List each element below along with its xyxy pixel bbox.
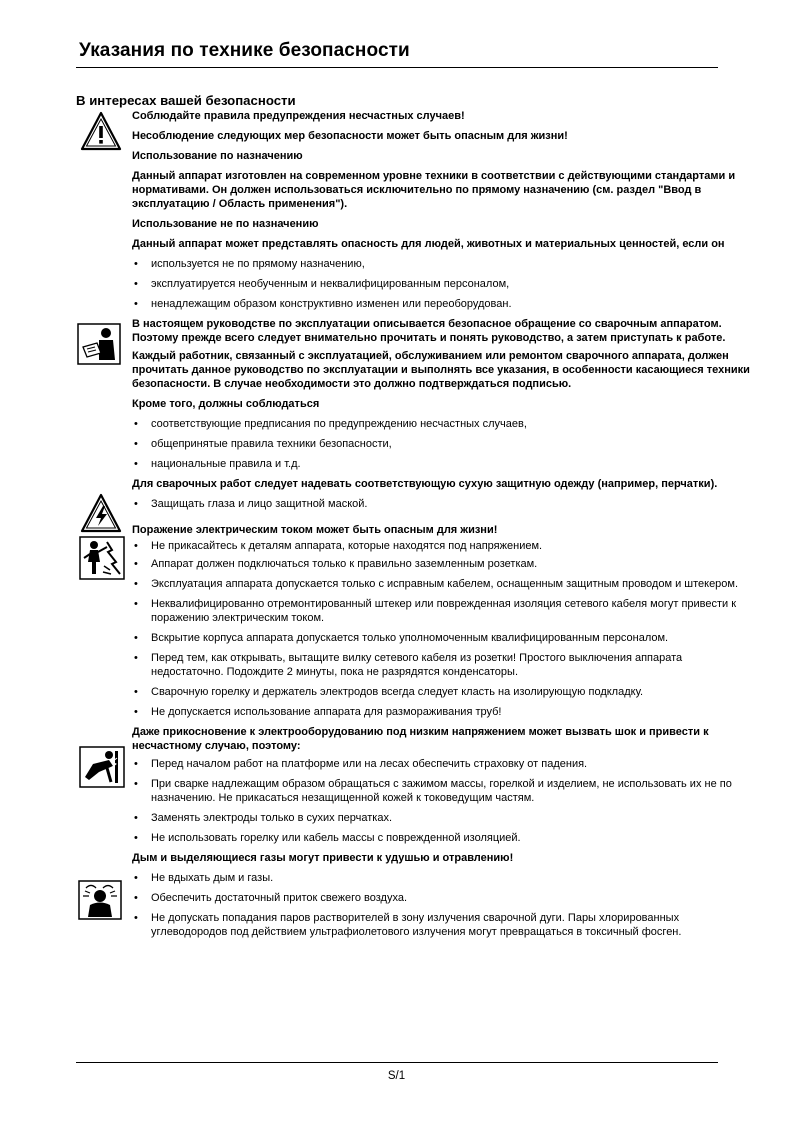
- list-item: • общепринятые правила техники безопасности,: [132, 437, 750, 451]
- improper-use-heading: Использование не по назначению: [132, 218, 319, 230]
- warning-triangle-icon: [80, 111, 122, 156]
- clothing-text: Для сварочных работ следует надевать соответствующую сухую защитную одежду (например, перчатки).: [132, 478, 718, 490]
- list-item: • Сварочную горелку и держатель электродов всегда следует класть на изолирующую подкладку.: [132, 685, 750, 699]
- high-voltage-icon: [80, 493, 122, 538]
- list-item: • эксплуатируется необученным и неквалифицированным персоналом,: [132, 277, 750, 291]
- proper-use-text: Данный аппарат изготовлен на современном уровне техники в соответствии с действующими стандартами и нормативами. Он должен использоваться исключительно по прямому назначению (см. раздел "Ввод в эксплуатацию / Область применения").: [132, 170, 736, 210]
- manual-text: В настоящем руководстве по эксплуатации описывается безопасное обращение со сварочным аппаратом. Поэтому прежде всего следует внимательно прочитать и понять руководство, а затем приступать к работе.: [132, 318, 726, 344]
- page-number: S/1: [387, 1070, 406, 1082]
- list-item: • Защищать глаза и лицо защитной маской.: [132, 497, 750, 511]
- list-item: • Обеспечить достаточный приток свежего воздуха.: [132, 891, 750, 905]
- page-title: Указания по технике безопасности: [79, 40, 410, 61]
- section-title: В интересах вашей безопасности: [76, 93, 296, 108]
- list-item: • Не допускать попадания паров растворителей в зону излучения сварочной дуги. Пары хлорированных углеводородов под действием ультрафиолетового излучения могут превращаться в токсичный фосген.: [132, 911, 750, 939]
- fumes-heading: Дым и выделяющиеся газы могут привести к удушью и отравлению!: [132, 852, 514, 864]
- safety-content: [132, 109, 750, 945]
- list-item: • При сварке надлежащим образом обращаться с зажимом массы, горелкой и изделием, не использовать их не по назначению. Не прикасаться незащищенной кожей к токоведущим частям.: [132, 777, 750, 805]
- list-item: • национальные правила и т.д.: [132, 457, 750, 471]
- toxic-fumes-icon: [78, 880, 122, 925]
- worker-text: Каждый работник, связанный с эксплуатацией, обслуживанием или ремонтом сварочного аппарата, должен прочитать данное руководство по эксплуатации и выполнять все указания, в особенности касающиеся техники безопасности. В случае необходимости это должно подтверждаться подписью.: [132, 350, 750, 390]
- list-item: • Не использовать горелку или кабель массы с поврежденной изоляцией.: [132, 831, 750, 845]
- shock-heading: Поражение электрическим током может быть опасным для жизни!: [132, 524, 498, 536]
- low-voltage-heading: Даже прикосновение к электрооборудованию под низким напряжением может вызвать шок и привести к несчастному случаю, поэтому:: [132, 726, 709, 752]
- electric-shock-icon: [79, 536, 125, 585]
- list-item: • Заменять электроды только в сухих перчатках.: [132, 811, 750, 825]
- list-item: • Неквалифицированно отремонтированный штекер или поврежденная изоляция сетевого кабеля могут привести к поражению электрическим током.: [132, 597, 750, 625]
- intro-text-1: Соблюдайте правила предупреждения несчастных случаев!: [132, 110, 465, 122]
- list-item: • Не вдыхать дым и газы.: [132, 871, 750, 885]
- list-item: • ненадлежащим образом конструктивно изменен или переоборудован.: [132, 297, 750, 311]
- list-item: • Эксплуатация аппарата допускается только с исправным кабелем, оснащенным защитным проводом и штекером.: [132, 577, 750, 591]
- list-item: • Не прикасайтесь к деталям аппарата, которые находятся под напряжением.: [132, 539, 750, 553]
- read-manual-icon: [77, 323, 121, 370]
- list-item: • Перед началом работ на платформе или на лесах обеспечить страховку от падения.: [132, 757, 750, 771]
- intro-text-2: Несоблюдение следующих мер безопасности может быть опасным для жизни!: [132, 130, 568, 142]
- proper-use-heading: Использование по назначению: [132, 150, 303, 162]
- improper-use-text: Данный аппарат может представлять опасность для людей, животных и материальных ценностей, если он: [132, 238, 725, 250]
- list-item: • Перед тем, как открывать, вытащите вилку сетевого кабеля из розетки! Простого выключения аппарата недостаточно. Подождите 2 минуты, пока не разрядятся конденсаторы.: [132, 651, 750, 679]
- list-item: • используется не по прямому назначению,: [132, 257, 750, 271]
- list-item: • Вскрытие корпуса аппарата допускается только уполномоченным квалифицированным персоналом.: [132, 631, 750, 645]
- low-voltage-shock-icon: [79, 746, 125, 793]
- header-divider: [76, 67, 718, 68]
- list-item: • Не допускается использование аппарата для размораживания труб!: [132, 705, 750, 719]
- also-heading: Кроме того, должны соблюдаться: [132, 398, 320, 410]
- list-item: • Аппарат должен подключаться только к правильно заземленным розеткам.: [132, 557, 750, 571]
- footer-divider: [76, 1062, 718, 1063]
- list-item: • соответствующие предписания по предупреждению несчастных случаев,: [132, 417, 750, 431]
